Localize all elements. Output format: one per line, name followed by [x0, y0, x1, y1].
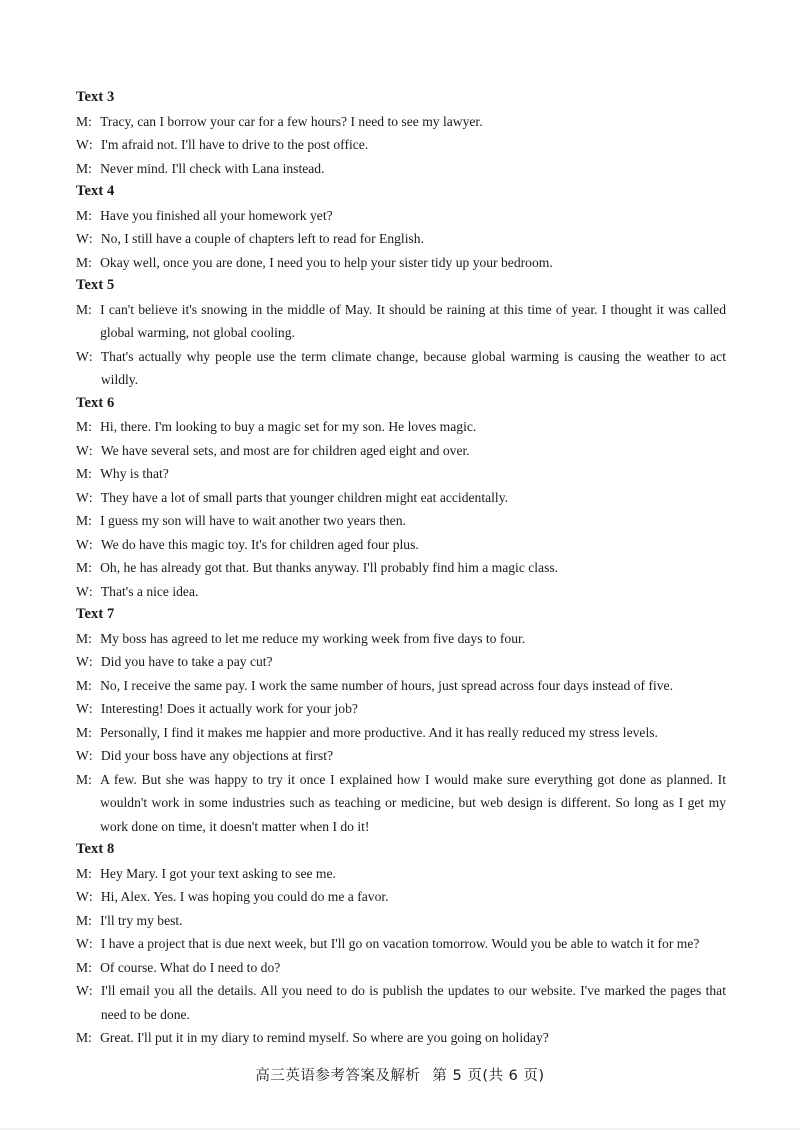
speaker-colon: : — [88, 701, 93, 716]
dialogue-line — [76, 932, 726, 956]
dialogue-text: Great. I'll put it in my diary to remind myself. So where are you going on holiday? — [100, 1030, 549, 1045]
dialogue-line — [76, 204, 726, 228]
speaker-colon: : — [88, 442, 93, 458]
dialogue-line — [76, 486, 726, 510]
dialogue-line — [76, 885, 726, 909]
dialogue-text: Tracy, can I borrow your car for a few hours? I need to see my lawyer. — [100, 113, 483, 129]
footer-title: 高三英语参考答案及解析 — [255, 1068, 421, 1084]
dialogue-text: Personally, I find it makes me happier and more productive. And it has really reduced my stress levels. — [100, 724, 658, 740]
speaker-label: W — [76, 489, 89, 505]
dialogue-text: Okay well, once you are done, I need you to help your sister tidy up your bedroom. — [100, 254, 553, 270]
dialogue-text: I guess my son will have to wait another two years then. — [100, 513, 406, 528]
speaker-label: M — [76, 207, 89, 223]
dialogue-line — [76, 721, 726, 745]
speaker-colon: : — [88, 583, 93, 599]
speaker-colon: : — [88, 748, 93, 763]
section-heading: Text 4 — [76, 183, 115, 199]
dialogue-text: No, I still have a couple of chapters left to read for English. — [100, 231, 424, 246]
dialogue-line — [76, 439, 726, 463]
speaker-colon: : — [88, 160, 92, 176]
dialogue-line — [76, 227, 726, 251]
dialogue-line — [76, 345, 726, 392]
dialogue-line — [76, 697, 726, 721]
dialogue-text: Of course. What do I need to do? — [100, 959, 281, 975]
speaker-colon: : — [88, 959, 92, 975]
dialogue-line — [76, 862, 726, 886]
dialogue-text: I'm afraid not. I'll have to drive to the post office. — [100, 137, 369, 152]
speaker-colon: : — [88, 489, 93, 505]
speaker-label: M — [76, 1030, 89, 1045]
speaker-label: M — [76, 912, 89, 928]
speaker-label: M — [76, 771, 89, 787]
dialogue-text: Hi, there. I'm looking to buy a magic set for my son. He loves magic. — [100, 419, 477, 434]
speaker-colon: : — [88, 865, 92, 881]
speaker-label: W — [76, 442, 89, 458]
speaker-label: M — [76, 466, 89, 481]
speaker-colon: : — [88, 113, 92, 129]
dialogue-line — [76, 157, 726, 181]
speaker-label: M — [76, 560, 89, 575]
speaker-colon: : — [88, 301, 92, 317]
speaker-label: M — [76, 630, 89, 646]
speaker-colon: : — [88, 889, 93, 904]
speaker-label: M — [76, 254, 89, 270]
speaker-label: W — [76, 748, 89, 763]
speaker-colon: : — [88, 466, 92, 481]
speaker-label: W — [76, 701, 89, 716]
speaker-label: W — [76, 583, 89, 599]
section-heading: Text 7 — [76, 606, 115, 622]
dialogue-text: Oh, he has already got that. But thanks anyway. I'll probably find him a magic class. — [100, 560, 559, 575]
dialogue-line — [76, 298, 726, 345]
speaker-colon: : — [88, 348, 93, 364]
dialogue-line — [76, 768, 726, 839]
dialogue-content — [76, 86, 726, 1050]
section-heading: Text 8 — [76, 841, 115, 857]
dialogue-line — [76, 133, 726, 157]
speaker-label: W — [76, 348, 89, 364]
speaker-colon: : — [88, 677, 92, 693]
dialogue-line — [76, 462, 726, 486]
speaker-colon: : — [88, 654, 93, 669]
dialogue-line — [76, 674, 726, 698]
dialogue-text: No, I receive the same pay. I work the same number of hours, just spread across four days instead of five. — [100, 677, 673, 693]
speaker-label: W — [76, 536, 89, 552]
speaker-colon: : — [88, 983, 93, 998]
dialogue-text: Why is that? — [100, 466, 169, 481]
dialogue-line — [76, 650, 726, 674]
section-heading: Text 3 — [76, 89, 115, 105]
page-footer — [0, 1064, 800, 1085]
speaker-label: W — [76, 936, 89, 951]
dialogue-line — [76, 627, 726, 651]
speaker-colon: : — [88, 912, 92, 928]
dialogue-line — [76, 509, 726, 533]
dialogue-text: My boss has agreed to let me reduce my working week from five days to four. — [100, 630, 526, 646]
speaker-colon: : — [88, 231, 93, 246]
speaker-colon: : — [88, 724, 92, 740]
dialogue-line — [76, 909, 726, 933]
speaker-label: M — [76, 301, 89, 317]
speaker-colon: : — [88, 419, 92, 434]
speaker-colon: : — [88, 513, 92, 528]
dialogue-text: Never mind. I'll check with Lana instead. — [100, 160, 325, 176]
dialogue-line — [76, 251, 726, 275]
dialogue-line — [76, 956, 726, 980]
dialogue-text: Hi, Alex. Yes. I was hoping you could do me a favor. — [100, 889, 389, 904]
speaker-label: W — [76, 889, 89, 904]
speaker-colon: : — [88, 137, 93, 152]
dialogue-line — [76, 979, 726, 1026]
speaker-colon: : — [88, 536, 93, 552]
dialogue-line — [76, 110, 726, 134]
speaker-label: M — [76, 113, 89, 129]
dialogue-text: Interesting! Does it actually work for your job? — [100, 701, 358, 716]
speaker-colon: : — [88, 560, 92, 575]
dialogue-text: That's a nice idea. — [100, 583, 199, 599]
speaker-label: M — [76, 513, 89, 528]
dialogue-line — [76, 580, 726, 604]
speaker-label: M — [76, 419, 89, 434]
dialogue-text: I'll email you all the details. All you need to do is publish the updates to our website. I've marked the pages that need to be done. — [100, 983, 726, 1022]
section-heading: Text 5 — [76, 277, 115, 293]
speaker-label: M — [76, 160, 89, 176]
dialogue-text: A few. But she was happy to try it once I explained how I would make sure everything got done as planned. It wouldn't work in some industries such as teaching or medicine, but web design is different. So long as I get my work done on time, it doesn't matter when I do it! — [100, 771, 726, 834]
section-heading: Text 6 — [76, 394, 115, 411]
dialogue-text: Did your boss have any objections at first? — [100, 748, 334, 763]
dialogue-text: I have a project that is due next week, but I'll go on vacation tomorrow. Would you be able to watch it for me? — [100, 936, 700, 951]
footer-page-number: 第 5 页(共 6 页) — [432, 1068, 545, 1084]
speaker-label: W — [76, 231, 89, 246]
speaker-colon: : — [88, 771, 92, 787]
speaker-colon: : — [88, 630, 92, 646]
dialogue-text: I can't believe it's snowing in the middle of May. It should be raining at this time of year. I thought it was called global warming, not global cooling. — [100, 301, 726, 340]
dialogue-text: I'll try my best. — [100, 912, 183, 928]
dialogue-text: Hey Mary. I got your text asking to see me. — [100, 865, 336, 881]
speaker-colon: : — [88, 936, 93, 951]
dialogue-line — [76, 744, 726, 768]
speaker-label: W — [76, 983, 89, 998]
speaker-label: M — [76, 724, 89, 740]
speaker-label: W — [76, 654, 89, 669]
dialogue-text: We have several sets, and most are for children aged eight and over. — [100, 442, 470, 458]
dialogue-text: They have a lot of small parts that younger children might eat accidentally. — [100, 489, 509, 505]
speaker-label: W — [76, 137, 89, 152]
dialogue-line — [76, 415, 726, 439]
speaker-colon: : — [88, 1030, 92, 1045]
speaker-label: M — [76, 677, 89, 693]
speaker-label: M — [76, 865, 89, 881]
dialogue-line — [76, 533, 726, 557]
dialogue-text: Did you have to take a pay cut? — [100, 654, 273, 669]
dialogue-line — [76, 556, 726, 580]
dialogue-text: Have you finished all your homework yet? — [100, 207, 333, 223]
speaker-label: M — [76, 959, 89, 975]
dialogue-text: That's actually why people use the term climate change, because global warming is causing the weather to act wildly. — [100, 348, 726, 387]
dialogue-text: We do have this magic toy. It's for children aged four plus. — [100, 536, 419, 552]
dialogue-line — [76, 1026, 726, 1050]
speaker-colon: : — [88, 207, 92, 223]
speaker-colon: : — [88, 254, 92, 270]
